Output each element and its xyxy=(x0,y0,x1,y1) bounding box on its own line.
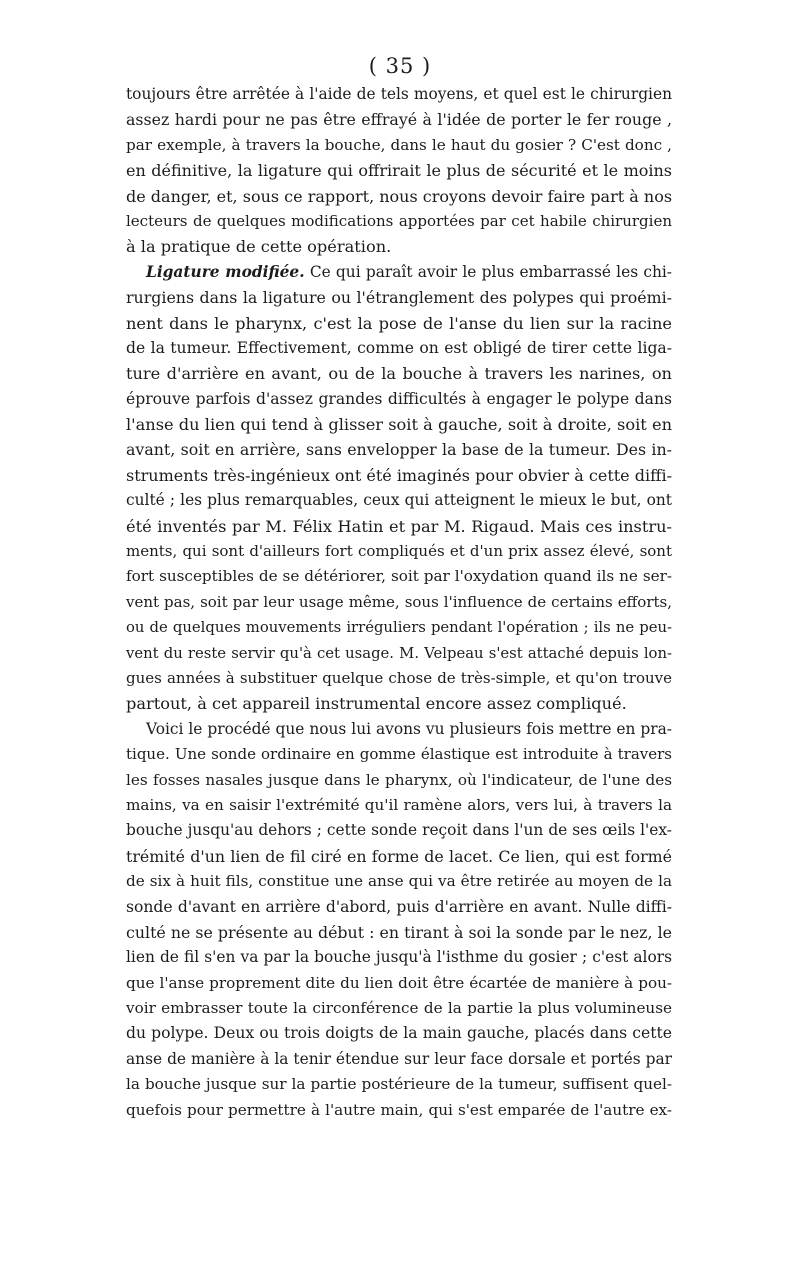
text-line: lecteurs de quelques modifications apportées par cet habile chirurgien xyxy=(126,211,672,230)
paragraph-1 xyxy=(126,82,672,260)
text-line: avant, soit en arrière, sans envelopper la base de la tumeur. Des in- xyxy=(126,440,672,460)
text-line: du polype. Deux ou trois doigts de la main gauche, placés dans cette xyxy=(126,1024,672,1043)
text-line: mains, va en saisir l'extrémité qu'il ramène alors, vers lui, à travers la xyxy=(126,795,672,814)
paragraph-3 xyxy=(126,717,672,1123)
text-line: la bouche jusque sur la partie postérieure de la tumeur, suffisent quel- xyxy=(126,1075,672,1094)
text-line: toujours être arrêtée à l'aide de tels moyens, et quel est le chirurgien xyxy=(126,85,672,103)
text-line: fort susceptibles de se détériorer, soit par l'oxydation quand ils ne ser- xyxy=(126,567,672,586)
text-line: de la tumeur. Effectivement, comme on est obligé de tirer cette liga- xyxy=(126,338,672,357)
text-line: rurgiens dans la ligature ou l'étranglement des polypes qui proémi- xyxy=(126,288,672,308)
text-line: en définitive, la ligature qui offrirait le plus de sécurité et le moins xyxy=(126,161,672,181)
text-line: vent du reste servir qu'à cet usage. M. Velpeau s'est attaché depuis lon- xyxy=(126,644,672,662)
text-line: éprouve parfois d'assez grandes difficultés à engager le polype dans xyxy=(126,389,672,408)
text-line: nent dans le pharynx, c'est la pose de l'anse du lien sur la racine xyxy=(126,313,672,333)
text-line: vent pas, soit par leur usage même, sous l'influence de certains efforts, xyxy=(126,592,672,611)
text-line: anse de manière à la tenir étendue sur leur face dorsale et portés par xyxy=(126,1049,672,1068)
text-line: que l'anse proprement dite du lien doit être écartée de manière à pou- xyxy=(126,973,672,992)
text-line: l'anse du lien qui tend à glisser soit à gauche, soit à droite, soit en xyxy=(126,415,672,435)
text-line: voir embrasser toute la circonférence de la partie la plus volumineuse xyxy=(126,999,672,1018)
text-line: bouche jusqu'au dehors ; cette sonde reçoit dans l'un de ses œils l'ex- xyxy=(126,821,672,840)
text-line: trémité d'un lien de fil ciré en forme de lacet. Ce lien, qui est formé xyxy=(126,846,672,866)
text-line: les fosses nasales jusque dans le pharynx, où l'indicateur, de l'une des xyxy=(126,770,672,789)
section-heading: Ligature modifiée. xyxy=(146,262,305,281)
text-line xyxy=(126,260,672,285)
text-line: ments, qui sont d'ailleurs fort compliqués et d'un prix assez élevé, sont xyxy=(126,542,672,561)
text-line: partout, à cet appareil instrumental encore assez compliqué. xyxy=(126,694,627,714)
text-line: ture d'arrière en avant, ou de la bouche à travers les narines, on xyxy=(126,364,672,384)
page-number: ( 35 ) xyxy=(368,54,432,78)
text-line: culté ne se présente au début : en tirant à soi la sonde par le nez, le xyxy=(126,922,672,942)
paragraph-2 xyxy=(126,260,672,717)
text-line: assez hardi pour ne pas être effrayé à l'idée de porter le fer rouge , xyxy=(126,110,672,130)
text-line: culté ; les plus remarquables, ceux qui atteignent le mieux le but, ont xyxy=(126,491,672,510)
text-line: de six à huit fils, constitue une anse qui va être retirée au moyen de la xyxy=(126,872,672,891)
text-line: quefois pour permettre à l'autre main, qui s'est emparée de l'autre ex- xyxy=(126,1100,672,1119)
text-line: tique. Une sonde ordinaire en gomme élastique est introduite à travers xyxy=(126,745,672,764)
text-line: sonde d'avant en arrière d'abord, puis d'arrière en avant. Nulle diffi- xyxy=(126,897,672,916)
text-line: Voici le procédé que nous lui avons vu plusieurs fois mettre en pra- xyxy=(146,719,672,738)
text-line: par exemple, à travers la bouche, dans le haut du gosier ? C'est donc , xyxy=(126,135,672,154)
text-line: de danger, et, sous ce rapport, nous croyons devoir faire part à nos xyxy=(126,186,672,206)
text-line: struments très-ingénieux ont été imaginés pour obvier à cette diffi- xyxy=(126,465,672,485)
text-line: à la pratique de cette opération. xyxy=(126,237,392,257)
text-line: gues années à substituer quelque chose de très-simple, et qu'on trouve xyxy=(126,668,672,687)
text-line-rest: Ce qui paraît avoir le plus embarrassé les chi- xyxy=(309,262,672,281)
text-line: ou de quelques mouvements irréguliers pendant l'opération ; ils ne peu- xyxy=(126,619,672,637)
body-text xyxy=(126,82,672,1123)
text-line: été inventés par M. Félix Hatin et par M. Rigaud. Mais ces instru- xyxy=(126,516,672,536)
text-line: lien de fil s'en va par la bouche jusqu'à l'isthme du gosier ; c'est alors xyxy=(126,948,672,967)
